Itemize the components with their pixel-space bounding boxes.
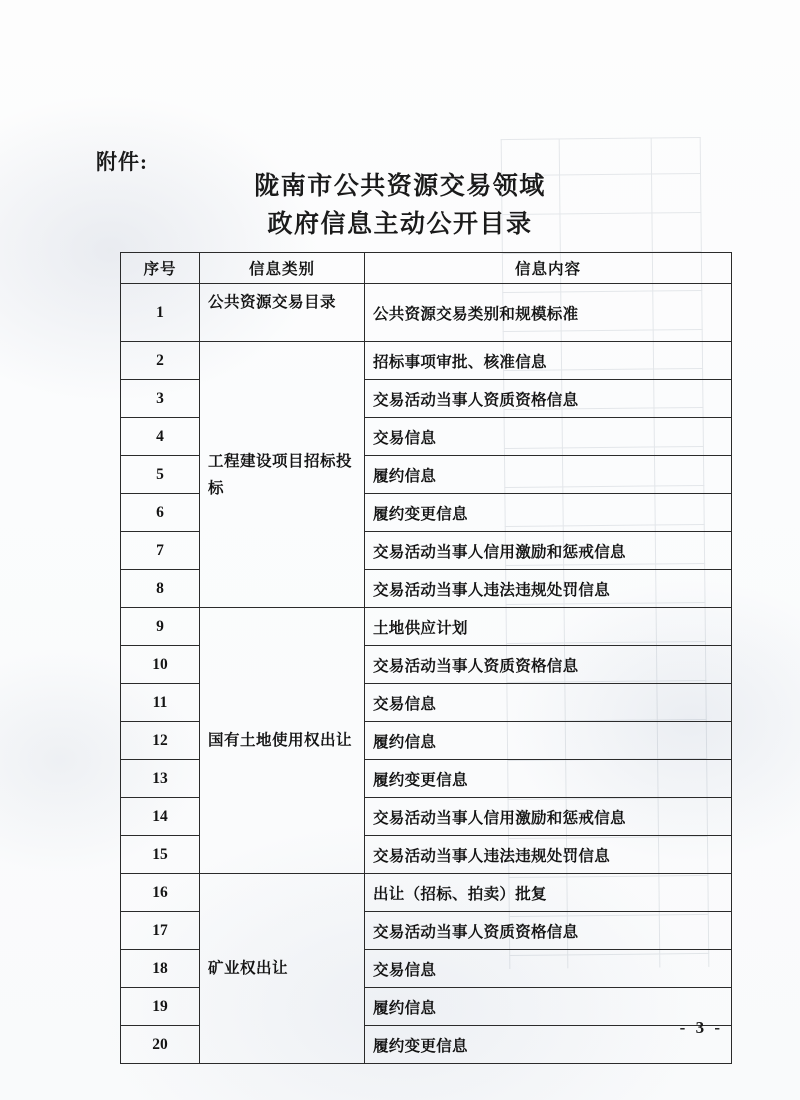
- row-content: 招标事项审批、核准信息: [365, 342, 732, 380]
- row-no: 5: [121, 456, 200, 494]
- row-content: 交易活动当事人资质资格信息: [365, 912, 732, 950]
- row-content: 履约变更信息: [365, 1026, 732, 1064]
- row-no: 3: [121, 380, 200, 418]
- row-no: 12: [121, 722, 200, 760]
- row-no: 9: [121, 608, 200, 646]
- row-no: 1: [121, 284, 200, 342]
- row-content: 履约信息: [365, 456, 732, 494]
- row-content: 公共资源交易类别和规模标准: [365, 284, 732, 342]
- row-content: 土地供应计划: [365, 608, 732, 646]
- table-row: [121, 284, 732, 342]
- row-no: 10: [121, 646, 200, 684]
- row-content: 交易活动当事人信用激励和惩戒信息: [365, 532, 732, 570]
- table-row: [121, 342, 732, 380]
- row-no: 11: [121, 684, 200, 722]
- row-content: 履约变更信息: [365, 760, 732, 798]
- page-title-line-1: 陇南市公共资源交易领域: [254, 173, 546, 200]
- information-disclosure-catalog-table: [120, 252, 732, 1064]
- page-title: [120, 168, 680, 244]
- row-content: 交易活动当事人资质资格信息: [365, 646, 732, 684]
- row-content: 交易信息: [365, 950, 732, 988]
- page-title-line-2: 政府信息主动公开目录: [267, 211, 533, 238]
- row-content: 出让（招标、拍卖）批复: [365, 874, 732, 912]
- row-category: 工程建设项目招标投标: [200, 342, 365, 608]
- row-content: 交易活动当事人信用激励和惩戒信息: [365, 798, 732, 836]
- row-content: 履约变更信息: [365, 494, 732, 532]
- row-content: 履约信息: [365, 722, 732, 760]
- page-number: - 3 -: [679, 1018, 723, 1037]
- row-no: 6: [121, 494, 200, 532]
- row-category: 国有土地使用权出让: [200, 608, 365, 874]
- row-no: 19: [121, 988, 200, 1026]
- row-content: 交易活动当事人违法违规处罚信息: [365, 836, 732, 874]
- row-category: 矿业权出让: [200, 874, 365, 1064]
- row-content: 交易活动当事人违法违规处罚信息: [365, 570, 732, 608]
- row-no: 20: [121, 1026, 200, 1064]
- row-no: 16: [121, 874, 200, 912]
- row-no: 18: [121, 950, 200, 988]
- row-no: 17: [121, 912, 200, 950]
- row-no: 8: [121, 570, 200, 608]
- row-no: 4: [121, 418, 200, 456]
- column-header-content: 信息内容: [365, 253, 732, 284]
- row-content: 交易信息: [365, 684, 732, 722]
- row-no: 14: [121, 798, 200, 836]
- column-header-no: 序号: [121, 253, 200, 284]
- attachment-label: 附件:: [96, 150, 148, 174]
- column-header-category: 信息类别: [200, 253, 365, 284]
- row-no: 13: [121, 760, 200, 798]
- table-row: [121, 874, 732, 912]
- row-no: 15: [121, 836, 200, 874]
- row-content: 交易活动当事人资质资格信息: [365, 380, 732, 418]
- row-no: 2: [121, 342, 200, 380]
- row-category: 公共资源交易目录: [200, 284, 365, 342]
- row-content: 交易信息: [365, 418, 732, 456]
- row-content: 履约信息: [365, 988, 732, 1026]
- row-no: 7: [121, 532, 200, 570]
- table-row: [121, 608, 732, 646]
- table-header-row: [121, 253, 732, 284]
